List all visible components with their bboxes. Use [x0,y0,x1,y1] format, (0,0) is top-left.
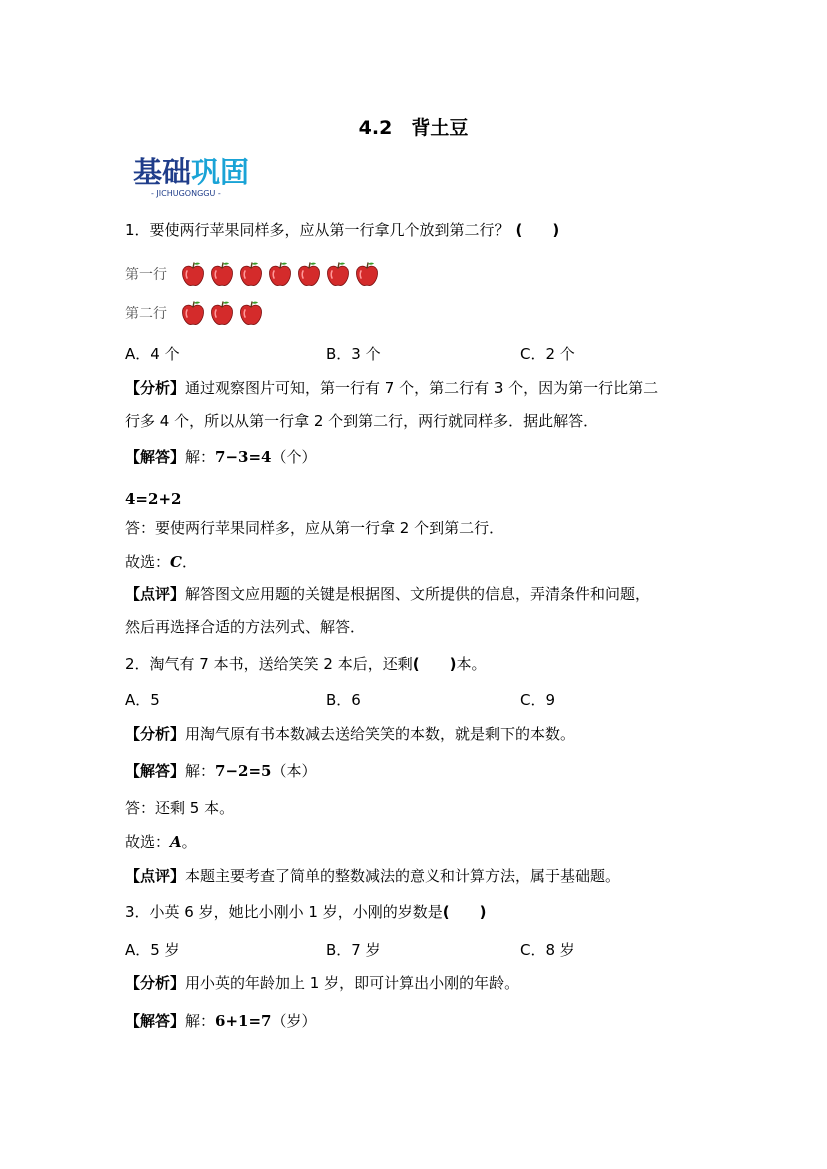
q1-analysis-tag: 【分析】 [125,379,186,397]
q1-solution-prefix: 解： [185,448,216,466]
q2-analysis-text: 用淘气原有书本数减去送给笑笑的本数，就是剩下的本数。 [185,725,576,743]
q1-solution-equation: 7−3=4 [215,448,272,466]
section-logo [131,150,279,200]
q3-solution-unit: （岁） [271,1012,317,1030]
logo-main-text: 基础巩固 [133,155,250,189]
q1-option-c[interactable]: C．2 个 [520,345,575,363]
apple-icon [210,300,234,326]
logo-sub-text: - JICHUGONGGU - [151,189,221,198]
q2-choice-letter: A [170,833,182,851]
q3-option-b[interactable]: B．7 岁 [326,941,381,959]
q2-solution [125,761,317,781]
apple-icon [239,261,263,287]
q2-stem-suffix: 本。 [456,655,487,673]
q2-stem-text: 2．淘气有 7 本书，送给笑笑 2 本后，还剩 [125,655,413,673]
apple-icon [355,261,379,287]
q2-stem [125,654,486,674]
q3-option-a[interactable]: A．5 岁 [125,941,180,959]
q3-option-c[interactable]: C．8 岁 [520,941,575,959]
q2-solution-prefix: 解： [185,762,216,780]
q1-solution [125,447,317,467]
q2-option-b[interactable]: B．6 [326,691,361,709]
q3-analysis-text: 用小英的年龄加上 1 岁，即可计算出小刚的年龄。 [185,974,520,992]
q2-review-tag: 【点评】 [125,867,186,885]
apple-icon [326,261,350,287]
q2-answer-blank: ( ) [412,655,457,673]
q2-analysis [125,724,575,744]
apple-icon [268,261,292,287]
q3-analysis-tag: 【分析】 [125,974,186,992]
q1-review-tag: 【点评】 [125,585,186,603]
apple-icon [181,300,205,326]
q1-analysis-text-1: 通过观察图片可知，第一行有 7 个，第二行有 3 个，因为第一行比第二 [185,379,659,397]
q2-review-text: 本题主要考查了简单的整数减法的意义和计算方法，属于基础题。 [185,867,621,885]
q2-solution-equation: 7−2=5 [215,762,272,780]
q1-analysis-line2: 行多 4 个，所以从第一行拿 2 个到第二行，两行就同样多．据此解答． [125,412,599,430]
q3-answer-blank: ( ) [442,903,487,921]
q1-stem [125,220,559,240]
apple-icon [297,261,321,287]
q3-solution [125,1011,317,1031]
q1-choice-letter: C [170,553,182,571]
q1-solution-unit: （个） [271,448,317,466]
apple-icon [239,300,263,326]
q1-option-b[interactable]: B．3 个 [326,345,381,363]
q2-option-a[interactable]: A．5 [125,691,160,709]
q2-choice [125,832,197,852]
q3-solution-prefix: 解： [185,1012,216,1030]
q2-choice-prefix: 故选： [125,833,171,851]
q1-option-a[interactable]: A．4 个 [125,345,180,363]
q1-choice-prefix: 故选： [125,553,171,571]
q2-option-c[interactable]: C．9 [520,691,556,709]
q2-solution-unit: （本） [271,762,317,780]
q1-apple-row-1 [181,260,391,288]
q2-solution-tag: 【解答】 [125,762,186,780]
q3-stem [125,902,486,922]
q2-answer: 答：还剩 5 本。 [125,799,235,817]
q1-review-text-1: 解答图文应用题的关键是根据图、文所提供的信息，弄清条件和问题， [185,585,651,603]
q1-solution-tag: 【解答】 [125,448,186,466]
apple-icon [181,261,205,287]
q1-row1-label: 第一行 [125,267,167,283]
page-title: 4.2 背土豆 [358,117,469,139]
q1-review-line1 [125,584,650,604]
q1-answer: 答：要使两行苹果同样多，应从第一行拿 2 个到第二行． [125,519,505,537]
q1-solution-line2: 4=2+2 [125,490,182,508]
q3-solution-equation: 6+1=7 [215,1012,272,1030]
q2-choice-suffix: 。 [181,833,197,851]
q3-solution-tag: 【解答】 [125,1012,186,1030]
q3-analysis [125,973,519,993]
q1-choice-suffix: ． [181,553,197,571]
q1-apple-row-2 [181,299,281,327]
q3-stem-text: 3．小英 6 岁，她比小刚小 1 岁，小刚的岁数是 [125,903,443,921]
q1-choice [125,552,197,572]
apple-icon [210,261,234,287]
q1-row2-label: 第二行 [125,306,167,322]
q1-review-line2: 然后再选择合适的方法列式、解答． [125,618,366,636]
q2-analysis-tag: 【分析】 [125,725,186,743]
q1-answer-blank: ( ) [515,221,560,239]
q1-stem-text: 1．要使两行苹果同样多，应从第一行拿几个放到第二行？ [125,221,510,239]
q1-analysis-line1 [125,378,658,398]
q2-review [125,866,620,886]
